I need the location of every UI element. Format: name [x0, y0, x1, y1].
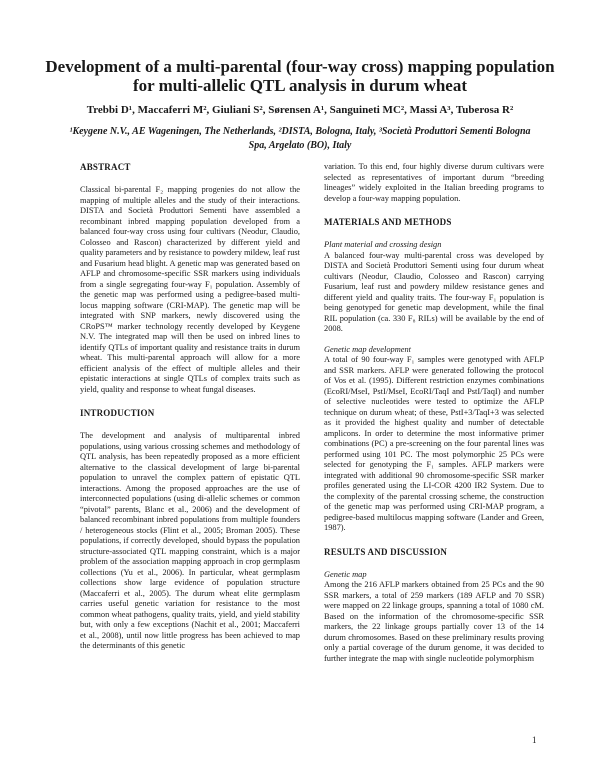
methods-heading: MATERIALS AND METHODS — [324, 217, 452, 227]
right-column — [324, 162, 544, 664]
page-number: 1 — [532, 735, 537, 745]
introduction-text: The development and analysis of multiparental inbred populations, using various crossing schemes and methodology of QTL analysis, has been repeatedly proposed as a more efficient alternative to the classical development of large bi-parental population to unravel the complex pattern of epistatic QTL interactions. Among the proposed approaches are the use of interconnected populations (using di-allelic schemes or common “pivotal” parents, Blanc et al., 2006) and the development of balanced recombinant inbred populations from multiple founders / heterogeneous stocks (Flint et al., 2005; Broman 2005). These populations, if correctly developed, should bypass the population structure-associated QTL mapping constraint, which is a major problem of the association mapping approach in crop germplasm collections (Yu et al., 2006). In particular, wheat germplasm collections show large evidence of population structure (Maccaferri et al., 2005). The durum wheat elite germplasm carries useful genetic variation for resistance to the most common wheat pathogens, quality traits, yield, and yield stability but, with only a few exceptions (Nachit et al., 2001; Maccaferri et al., 2008), until now little progress has been achieved to map the determinants of this genetic — [80, 431, 300, 650]
author-list: Trebbi D¹, Maccaferri M², Giuliani S², Sørensen A¹, Sanguineti MC², Massi A³, Tuberosa R² — [86, 104, 514, 116]
introduction-continued-text: variation. To this end, four highly diverse durum cultivars were selected as representatives of important durum “breeding lineages” widely exploited in the Italian breeding programs to develop a four-way mapping population. — [324, 162, 544, 203]
results-heading: RESULTS AND DISCUSSION — [324, 546, 448, 557]
paper-title: Development of a multi-parental (four-way cross) mapping population for multi-allelic QTL analysis in durum wheat — [45, 57, 555, 95]
methods-genetic-map-text: A total of 90 four-way F₁ samples were genotyped with AFLP and SSR markers. AFLP were generated following the protocol of Vos et al. (1995). Different restriction enzymes combinations (EcoRI/MseI, PstI/MseI, EcoRI/TaqI and PstI/TaqI) and number of selective nucleotides were tested to optimize the AFLP technique on durum wheat; of these, PstI+3/TaqI+3 was selected as it provided the highest quality and number of detectable amplicons. In order to determine the most informative primer combinations (PC) a pre-screening on the four parental lines was performed using 101 PC. The most polymorphic 25 PCs were selected for genotyping the F₁ samples. AFLP markers were integrated with additional 90 chromosome-specific SSR marker profiles generated using the LI-COR 4200 IR2 System. Due to the complexity of the parental crossing scheme, the construction of the genetic map was performed using CRI-MAP program, a pedigree-based multilocus mapping software (Lander and Green, 1987). — [324, 355, 544, 532]
introduction-heading: INTRODUCTION — [80, 408, 155, 418]
abstract-heading: ABSTRACT — [80, 162, 131, 172]
left-column — [80, 162, 300, 652]
results-genetic-map-text: Among the 216 AFLP markers obtained from 25 PCs and the 90 SSR markers, a total of 259 markers (189 AFLP and 70 SSR) were mapped on 22 linkage groups, spanning a total of 1080 cM. Based on the information of the chromosome-specific SSR markers, the 22 linkage groups partially cover 13 of the 14 durum chromosomes. Based on these preliminary results proving only a partial coverage of the durum genome, it was decided to further integrate the map with single nucleotide polymorphism — [324, 580, 544, 663]
results-subheading-genetic-map: Genetic map — [324, 569, 367, 579]
affiliations: ¹Keygene N.V., AE Wageningen, The Netherlands, ²DISTA, Bologna, Italy, ³Società Produttori Sementi Bologna Spa, Argelato (BO), Italy — [69, 126, 531, 151]
methods-subheading-genetic-map: Genetic map development — [324, 344, 411, 354]
methods-subheading-plant-material: Plant material and crossing design — [324, 240, 442, 249]
abstract-text: Classical bi-parental F₂ mapping progenies do not allow the mapping of multiple alleles and the study of their interactions. DISTA and Società Produttori Sementi have assembled a recombinant inbred mapping population developed from a balanced four-way cross using four cultivars (Neodur, Claudio, Colosseo and Rascon) characterized by different yield and quality parameters and by resistance to powdery mildew, leaf rust and Fusarium head blight. A genetic map was generated based on AFLP and chromosome-specific SSR markers using individuals from a single segregating four-way F₁ population. Assembly of the genetic map was performed using a pedigree-based multi-locus mapping software (CRI-MAP). The genetic map will be integrated with SNP markers, newly discovered using the CRoPS™ marker technology recently developed by Keygene N.V. The integrated map will then be used on inbred lines to identify QTLs of important quality and resistance traits in durum wheat. This multi-parental approach will allow for a more efficient analysis of the effect of multiple alleles and their epistatic interactions at single QTLs of complex traits such as yield, quality and response to wheat fungal diseases. — [80, 185, 300, 394]
methods-plant-material-text: A balanced four-way multi-parental cross was developed by DISTA and Società Produttori Sementi using four durum wheat cultivars (Neodur, Claudio, Colosseo and Rascon) carrying Fusarium, leaf rust and powdery mildew resistance genes and different yield and quality traits. The four-way F₁ population is being genotyped for genetic map development, while the final RIL population (ca. 330 F₈ RILs) will be available by the end of 2008. — [324, 250, 544, 333]
